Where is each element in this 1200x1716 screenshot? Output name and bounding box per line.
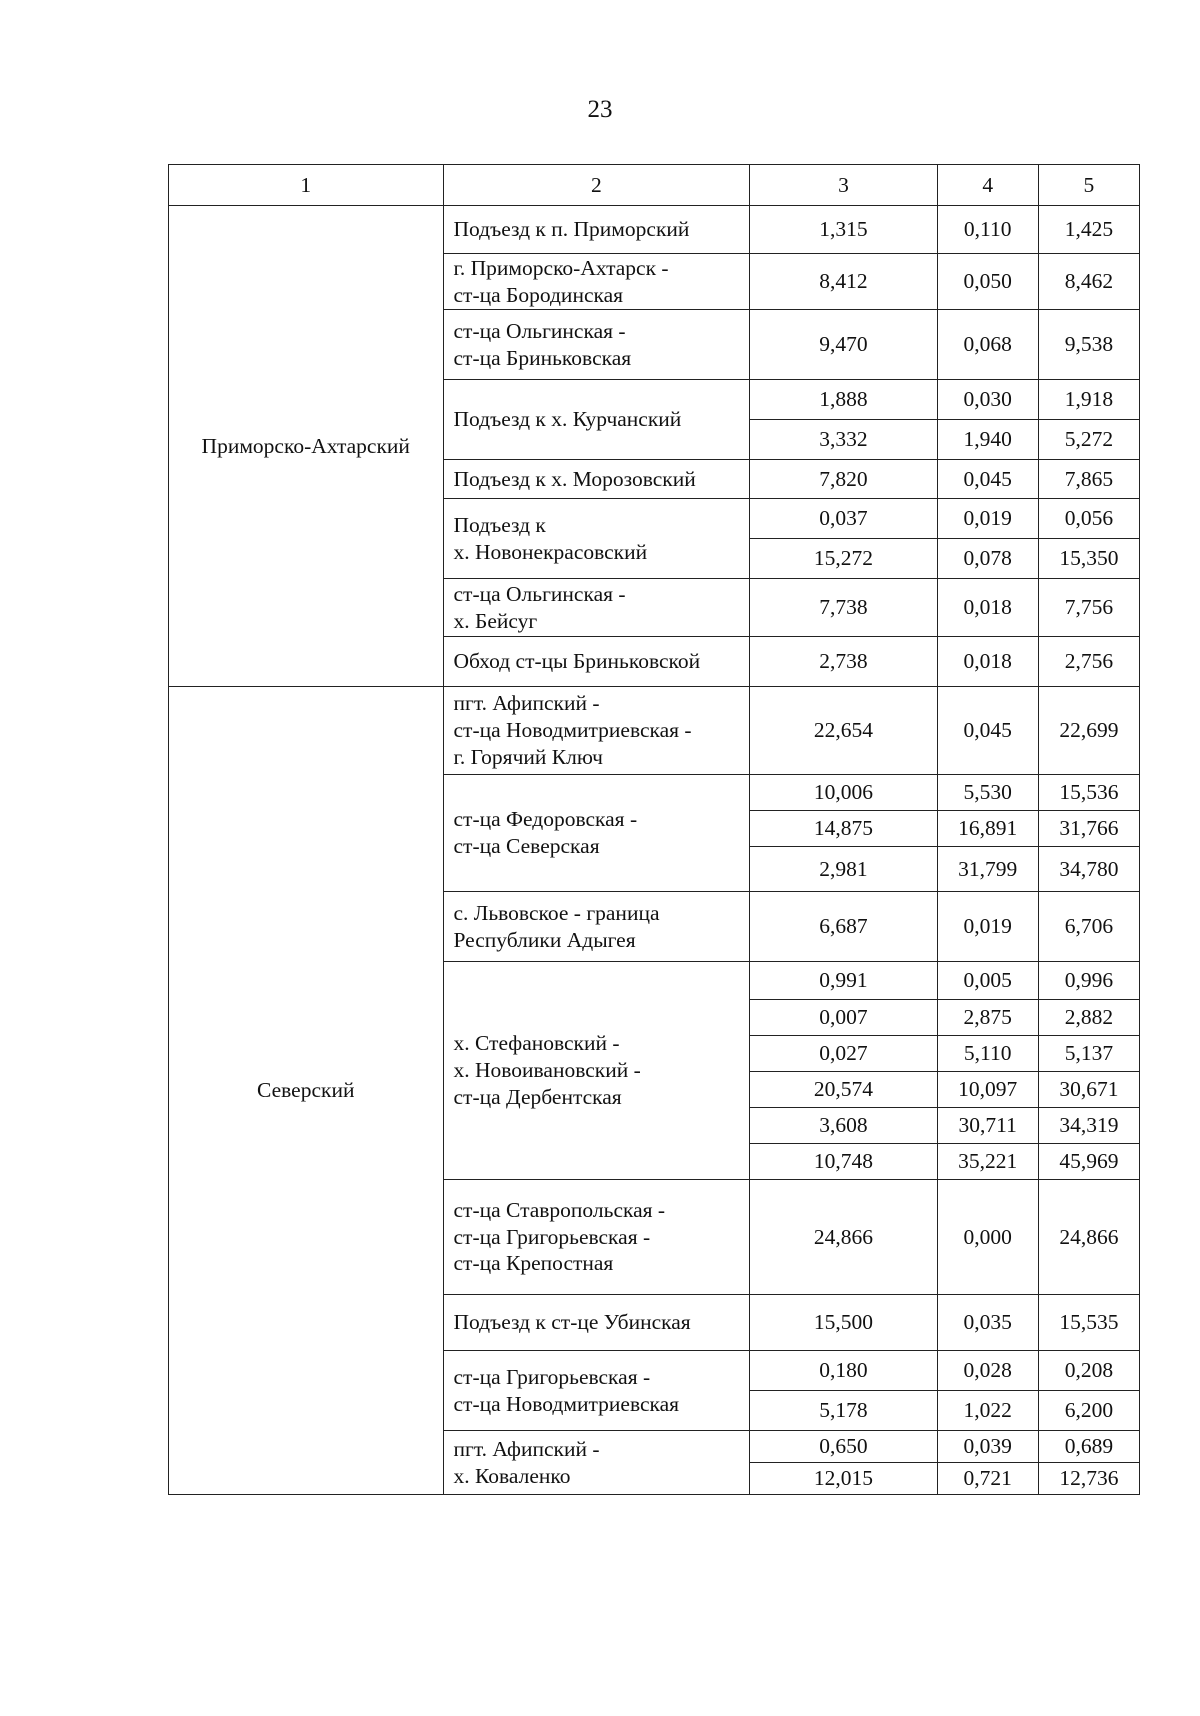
length-value-cell: 7,820 [750,460,937,499]
length-value-cell: 5,178 [750,1391,937,1431]
column-header-4: 4 [937,165,1038,206]
length-value-cell: 15,272 [750,539,937,579]
total-value-cell: 22,699 [1038,687,1139,775]
total-value-cell: 2,756 [1038,637,1139,687]
increment-value-cell: 0,030 [937,380,1038,420]
road-name-line: Подъезд к х. Морозовский [453,466,696,491]
length-value-cell: 3,332 [750,420,937,460]
road-name-cell [443,499,750,579]
total-value-cell: 0,056 [1038,499,1139,539]
increment-value-cell: 5,110 [937,1036,1038,1072]
road-name-line: г. Горячий Ключ [453,744,603,769]
increment-value-cell: 0,019 [937,892,1038,962]
header-row [169,165,1140,206]
increment-value-cell: 16,891 [937,811,1038,847]
road-name-line: ст-ца Крепостная [453,1251,614,1276]
road-name-cell [443,1431,750,1495]
roads-table-body [169,165,1140,1495]
road-name-line: ст-ца Бриньковская [453,345,632,370]
increment-value-cell: 31,799 [937,847,1038,892]
total-value-cell: 6,706 [1038,892,1139,962]
increment-value-cell: 30,711 [937,1108,1038,1144]
road-name-cell [443,1180,750,1295]
increment-value-cell: 0,039 [937,1431,1038,1463]
road-name-cell [443,254,750,310]
increment-value-cell: 0,078 [937,539,1038,579]
length-value-cell: 15,500 [750,1295,937,1351]
road-name-line: ст-ца Григорьевская - [453,1224,651,1249]
length-value-cell: 2,738 [750,637,937,687]
road-name-line: Подъезд к п. Приморский [453,217,690,242]
length-value-cell: 10,748 [750,1144,937,1180]
road-name-cell [443,206,750,254]
total-value-cell: 45,969 [1038,1144,1139,1180]
total-value-cell: 9,538 [1038,310,1139,380]
increment-value-cell: 0,035 [937,1295,1038,1351]
road-name-line: г. Приморско-Ахтарск - [453,255,669,280]
road-name-line: ст-ца Ольгинская - [453,318,626,343]
total-value-cell: 0,208 [1038,1351,1139,1391]
increment-value-cell: 0,018 [937,637,1038,687]
total-value-cell: 34,780 [1038,847,1139,892]
length-value-cell: 10,006 [750,775,937,811]
road-name-cell [443,380,750,460]
increment-value-cell: 0,000 [937,1180,1038,1295]
road-name-line: Подъезд к х. Курчанский [453,407,682,432]
total-value-cell: 7,865 [1038,460,1139,499]
increment-value-cell: 5,530 [937,775,1038,811]
road-name-line: ст-ца Ольгинская - [453,581,626,606]
road-name-line: х. Новоивановский - [453,1058,641,1083]
road-name-cell [443,637,750,687]
road-name-line: пгт. Афипский - [453,1436,600,1461]
length-value-cell: 24,866 [750,1180,937,1295]
road-name-line: х. Коваленко [453,1463,571,1488]
total-value-cell: 12,736 [1038,1463,1139,1495]
length-value-cell: 9,470 [750,310,937,380]
table-row [169,206,1140,254]
length-value-cell: 0,991 [750,962,937,1000]
total-value-cell: 8,462 [1038,254,1139,310]
road-name-line: ст-ца Дербентская [453,1084,622,1109]
page-number: 23 [587,96,613,123]
road-name-cell [443,1351,750,1431]
road-name-line: Подъезд к [453,512,546,537]
total-value-cell: 15,535 [1038,1295,1139,1351]
total-value-cell: 5,272 [1038,420,1139,460]
increment-value-cell: 35,221 [937,1144,1038,1180]
column-header-3: 3 [750,165,937,206]
increment-value-cell: 0,018 [937,579,1038,637]
length-value-cell: 7,738 [750,579,937,637]
length-value-cell: 0,037 [750,499,937,539]
length-value-cell: 3,608 [750,1108,937,1144]
increment-value-cell: 0,028 [937,1351,1038,1391]
road-name-line: с. Львовское - граница [453,900,660,925]
increment-value-cell: 0,045 [937,460,1038,499]
road-name-cell [443,775,750,892]
increment-value-cell: 1,022 [937,1391,1038,1431]
road-name-line: Подъезд к ст-це Убинская [453,1310,691,1335]
road-name-line: Республики Адыгея [453,927,636,952]
road-name-cell [443,687,750,775]
total-value-cell: 0,996 [1038,962,1139,1000]
increment-value-cell: 0,019 [937,499,1038,539]
increment-value-cell: 0,068 [937,310,1038,380]
total-value-cell: 1,918 [1038,380,1139,420]
length-value-cell: 8,412 [750,254,937,310]
length-value-cell: 12,015 [750,1463,937,1495]
road-name-line: х. Бейсуг [453,608,538,633]
length-value-cell: 22,654 [750,687,937,775]
increment-value-cell: 0,050 [937,254,1038,310]
road-name-line: ст-ца Ставропольская - [453,1197,666,1222]
column-header-2: 2 [443,165,750,206]
length-value-cell: 20,574 [750,1072,937,1108]
length-value-cell: 0,180 [750,1351,937,1391]
length-value-cell: 1,888 [750,380,937,420]
length-value-cell: 6,687 [750,892,937,962]
increment-value-cell: 0,110 [937,206,1038,254]
total-value-cell: 2,882 [1038,1000,1139,1036]
road-name-line: ст-ца Новодмитриевская [453,1391,680,1416]
road-name-cell [443,310,750,380]
roads-table [168,164,1140,1495]
road-name-line: х. Новонекрасовский [453,539,648,564]
length-value-cell: 1,315 [750,206,937,254]
increment-value-cell: 0,045 [937,687,1038,775]
total-value-cell: 6,200 [1038,1391,1139,1431]
length-value-cell: 0,007 [750,1000,937,1036]
road-name-cell [443,460,750,499]
column-header-5: 5 [1038,165,1139,206]
increment-value-cell: 0,005 [937,962,1038,1000]
column-header-1: 1 [169,165,444,206]
road-name-cell [443,579,750,637]
total-value-cell: 0,689 [1038,1431,1139,1463]
road-name-line: ст-ца Бородинская [453,282,624,307]
total-value-cell: 1,425 [1038,206,1139,254]
road-name-line: Обход ст-цы Бриньковской [453,649,701,674]
road-name-line: ст-ца Северская [453,834,600,858]
road-name-cell [443,962,750,1180]
total-value-cell: 31,766 [1038,811,1139,847]
road-name-line: ст-ца Новодмитриевская - [453,718,692,743]
road-name-cell [443,892,750,962]
road-name-line: ст-ца Григорьевская - [453,1364,651,1389]
total-value-cell: 34,319 [1038,1108,1139,1144]
increment-value-cell: 0,721 [937,1463,1038,1495]
length-value-cell: 14,875 [750,811,937,847]
length-value-cell: 0,650 [750,1431,937,1463]
total-value-cell: 5,137 [1038,1036,1139,1072]
increment-value-cell: 1,940 [937,420,1038,460]
table-row [169,687,1140,775]
total-value-cell: 7,756 [1038,579,1139,637]
increment-value-cell: 10,097 [937,1072,1038,1108]
total-value-cell: 24,866 [1038,1180,1139,1295]
length-value-cell: 2,981 [750,847,937,892]
road-name-line: х. Стефановский - [453,1031,620,1056]
district-name-cell: Северский [169,687,444,1495]
increment-value-cell: 2,875 [937,1000,1038,1036]
length-value-cell: 0,027 [750,1036,937,1072]
road-name-line: пгт. Афипский - [453,691,600,716]
total-value-cell: 30,671 [1038,1072,1139,1108]
total-value-cell: 15,536 [1038,775,1139,811]
district-name-cell: Приморско-Ахтарский [169,206,444,687]
total-value-cell: 15,350 [1038,539,1139,579]
road-name-line: ст-ца Федоровская - [453,807,638,832]
road-name-cell [443,1295,750,1351]
